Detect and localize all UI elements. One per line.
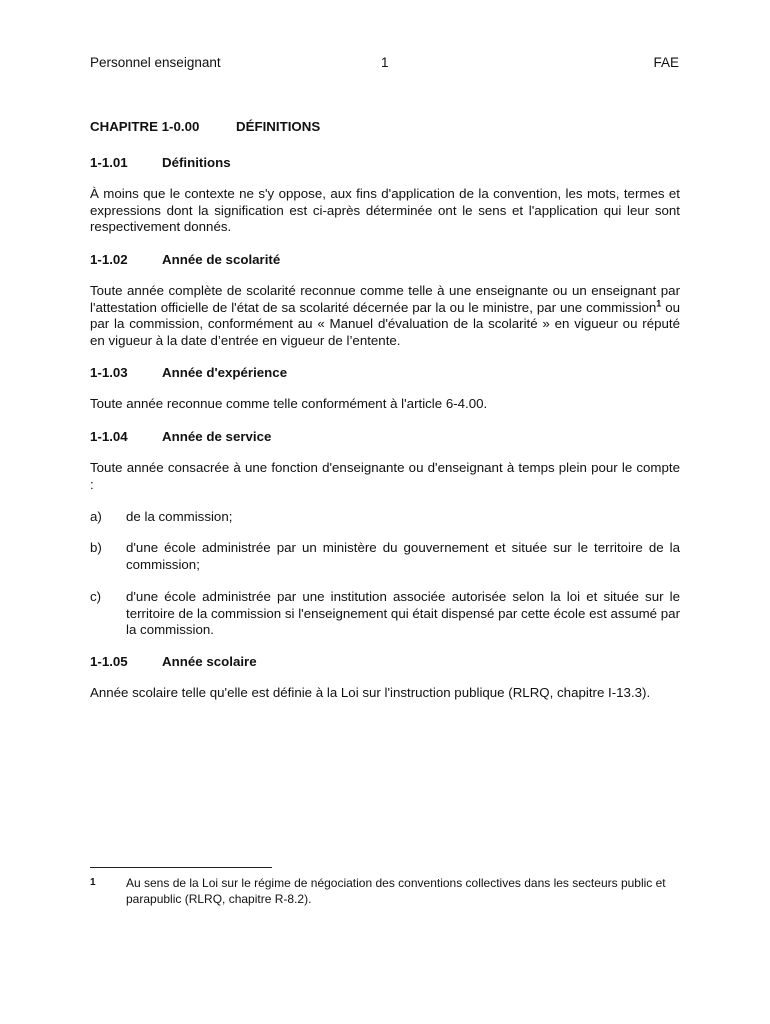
- list-item-label: c): [90, 589, 102, 604]
- section-paragraph: Année scolaire telle qu'elle est définie à la Loi sur l'instruction publique (RLRQ, chapitre I-13.3).: [90, 685, 651, 700]
- list-item-text: d'une école administrée par un ministère du gouvernement et située sur le territoire de la commission;: [126, 540, 680, 572]
- list-item-label: b): [90, 540, 102, 555]
- chapter-title: DÉFINITIONS: [236, 119, 321, 134]
- section-paragraph: [90, 283, 680, 349]
- section-number: 1-1.04: [90, 429, 128, 444]
- section-title: Année de service: [162, 429, 272, 444]
- section-number: 1-1.03: [90, 365, 128, 380]
- section-title: Année de scolarité: [162, 252, 281, 267]
- footnote-mark: 1: [90, 877, 96, 888]
- header-right: FAE: [653, 55, 679, 70]
- list-item-text: de la commission;: [126, 509, 233, 524]
- footnote-reference[interactable]: 1: [656, 298, 662, 309]
- chapter-number: CHAPITRE 1-0.00: [90, 119, 200, 134]
- section-paragraph: À moins que le contexte ne s'y oppose, aux fins d'application de la convention, les mots, termes et expressions dont la signification est ci-après déterminée ont le sens et l'application qui leur sont respectivement donnés.: [90, 186, 680, 234]
- section-title: Année scolaire: [162, 654, 257, 669]
- footnote-divider: [90, 867, 272, 868]
- paragraph-text: ou par la commission, conformément au « Manuel d'évaluation de la scolarité » en vigueur ou réputé en vigueur à la date d’entrée en vigueur de l’entente.: [90, 299, 680, 348]
- section-paragraph: Toute année consacrée à une fonction d'enseignante ou d'enseignant à temps plein pour le compte :: [90, 460, 680, 492]
- section-number: 1-1.05: [90, 654, 128, 669]
- list-item-text: d'une école administrée par une institution associée autorisée selon la loi et située sur le territoire de la commission si l'enseignement qui était dispensé par cette école est assumé par la commission.: [126, 589, 680, 637]
- footnote-text: Au sens de la Loi sur le régime de négociation des conventions collectives dans les secteurs public et parapublic (RLRQ, chapitre R-8.2).: [126, 876, 666, 906]
- paragraph-text: Toute année complète de scolarité reconnue comme telle à une enseignante ou un enseignant par l'attestation officielle de l'état de sa scolarité décernée par la ou le ministre, par une commission: [90, 283, 680, 315]
- list-item-label: a): [90, 509, 102, 524]
- section-number: 1-1.01: [90, 155, 128, 170]
- section-paragraph: Toute année reconnue comme telle conformément à l'article 6-4.00.: [90, 396, 488, 411]
- section-title: Définitions: [162, 155, 231, 170]
- page-number: 1: [381, 55, 389, 70]
- section-number: 1-1.02: [90, 252, 128, 267]
- header-left: Personnel enseignant: [90, 55, 221, 70]
- section-title: Année d'expérience: [162, 365, 288, 380]
